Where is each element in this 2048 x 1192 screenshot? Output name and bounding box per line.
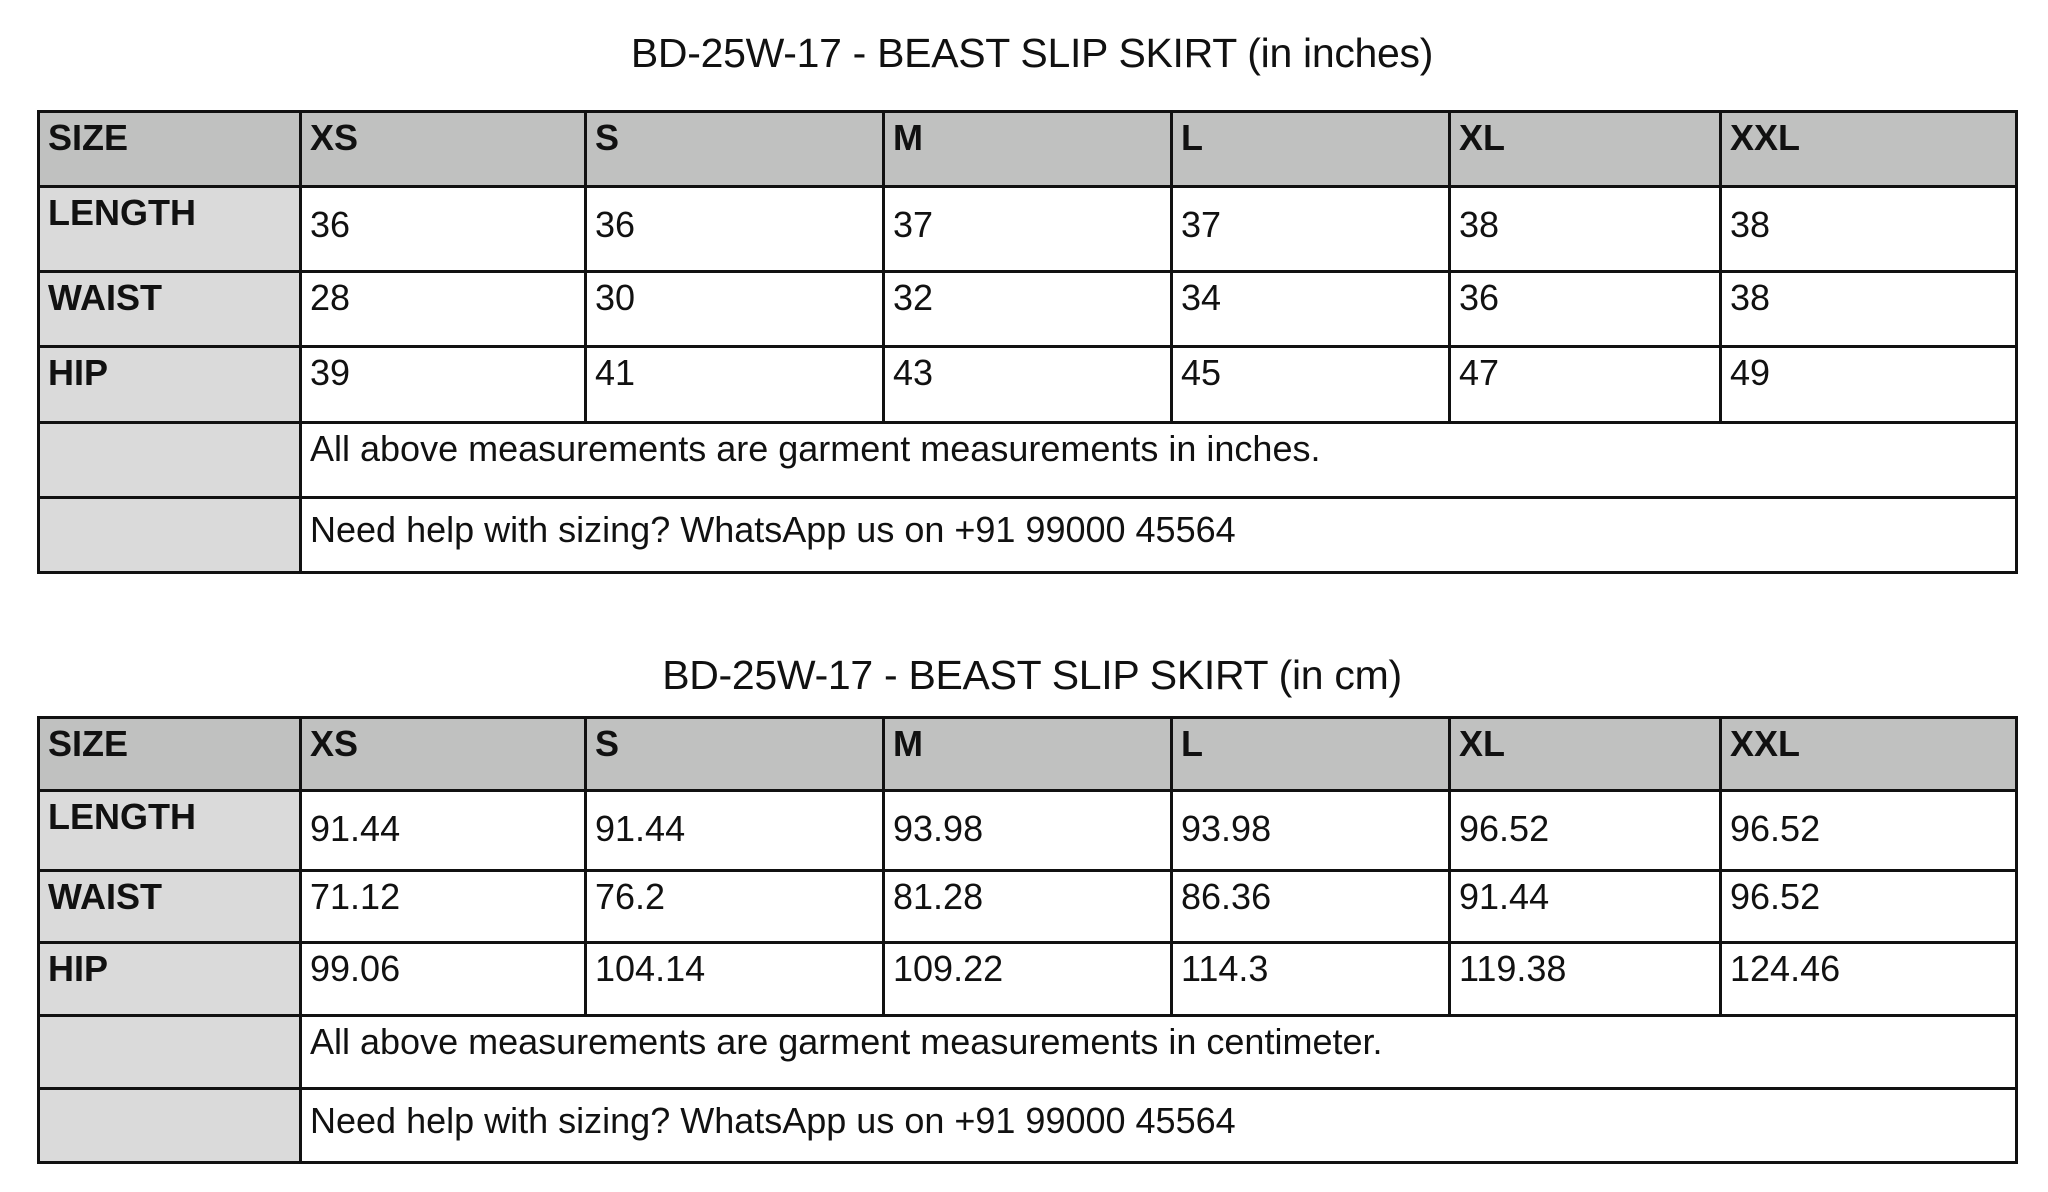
table-row-hip: [39, 347, 2017, 423]
value-cell: 45: [1172, 347, 1450, 423]
value-cell: 43: [884, 347, 1172, 423]
value-cell: 71.12: [301, 871, 586, 943]
value-cell: 38: [1721, 187, 2017, 272]
row-label: HIP: [39, 347, 301, 423]
value-cell: 93.98: [1172, 791, 1450, 871]
header-cell-xs: XS: [301, 718, 586, 791]
size-chart-inches: [37, 110, 2018, 574]
value-cell: 86.36: [1172, 871, 1450, 943]
value-cell: 30: [586, 272, 884, 347]
value-cell: 37: [1172, 187, 1450, 272]
table-row-note: [39, 423, 2017, 498]
header-cell-size: SIZE: [39, 718, 301, 791]
value-cell: 96.52: [1721, 791, 2017, 871]
row-label-empty: [39, 1089, 301, 1163]
value-cell: 114.3: [1172, 943, 1450, 1016]
value-cell: 99.06: [301, 943, 586, 1016]
value-cell: 96.52: [1721, 871, 2017, 943]
row-label: WAIST: [39, 272, 301, 347]
table-row-waist: [39, 272, 2017, 347]
value-cell: 109.22: [884, 943, 1172, 1016]
whatsapp-help-text: Need help with sizing? WhatsApp us on +91 99000 45564: [301, 1089, 2017, 1163]
table-row-length: [39, 791, 2017, 871]
value-cell: 76.2: [586, 871, 884, 943]
value-cell: 119.38: [1450, 943, 1721, 1016]
table-row-help: [39, 1089, 2017, 1163]
value-cell: 93.98: [884, 791, 1172, 871]
header-cell-xl: XL: [1450, 718, 1721, 791]
header-row: [39, 112, 2017, 187]
value-cell: 38: [1721, 272, 2017, 347]
table-row-help: [39, 498, 2017, 573]
size-chart-title-inches: BD-25W-17 - BEAST SLIP SKIRT (in inches): [630, 30, 1434, 76]
size-chart-title-cm: BD-25W-17 - BEAST SLIP SKIRT (in cm): [662, 652, 1402, 698]
value-cell: 124.46: [1721, 943, 2017, 1016]
header-cell-xs: XS: [301, 112, 586, 187]
value-cell: 28: [301, 272, 586, 347]
value-cell: 38: [1450, 187, 1721, 272]
value-cell: 91.44: [301, 791, 586, 871]
row-label: HIP: [39, 943, 301, 1016]
row-label: LENGTH: [39, 791, 301, 871]
header-cell-xl: XL: [1450, 112, 1721, 187]
table-row-length: [39, 187, 2017, 272]
table-row-waist: [39, 871, 2017, 943]
header-cell-s: S: [586, 718, 884, 791]
row-label-empty: [39, 1016, 301, 1089]
table-row-note: [39, 1016, 2017, 1089]
value-cell: 37: [884, 187, 1172, 272]
size-chart-cm: [37, 716, 2018, 1164]
header-cell-size: SIZE: [39, 112, 301, 187]
row-label-empty: [39, 498, 301, 573]
value-cell: 36: [1450, 272, 1721, 347]
value-cell: 36: [586, 187, 884, 272]
row-label: WAIST: [39, 871, 301, 943]
value-cell: 91.44: [586, 791, 884, 871]
value-cell: 104.14: [586, 943, 884, 1016]
value-cell: 81.28: [884, 871, 1172, 943]
header-cell-xxl: XXL: [1721, 112, 2017, 187]
value-cell: 36: [301, 187, 586, 272]
row-label: LENGTH: [39, 187, 301, 272]
whatsapp-help-text: Need help with sizing? WhatsApp us on +91 99000 45564: [301, 498, 2017, 573]
measurement-note: All above measurements are garment measurements in inches.: [301, 423, 2017, 498]
header-cell-m: M: [884, 112, 1172, 187]
value-cell: 91.44: [1450, 871, 1721, 943]
value-cell: 96.52: [1450, 791, 1721, 871]
value-cell: 39: [301, 347, 586, 423]
header-cell-xxl: XXL: [1721, 718, 2017, 791]
value-cell: 49: [1721, 347, 2017, 423]
header-row: [39, 718, 2017, 791]
table-row-hip: [39, 943, 2017, 1016]
header-cell-l: L: [1172, 112, 1450, 187]
row-label-empty: [39, 423, 301, 498]
header-cell-m: M: [884, 718, 1172, 791]
measurement-note: All above measurements are garment measurements in centimeter.: [301, 1016, 2017, 1089]
value-cell: 41: [586, 347, 884, 423]
value-cell: 47: [1450, 347, 1721, 423]
value-cell: 34: [1172, 272, 1450, 347]
header-cell-l: L: [1172, 718, 1450, 791]
header-cell-s: S: [586, 112, 884, 187]
value-cell: 32: [884, 272, 1172, 347]
